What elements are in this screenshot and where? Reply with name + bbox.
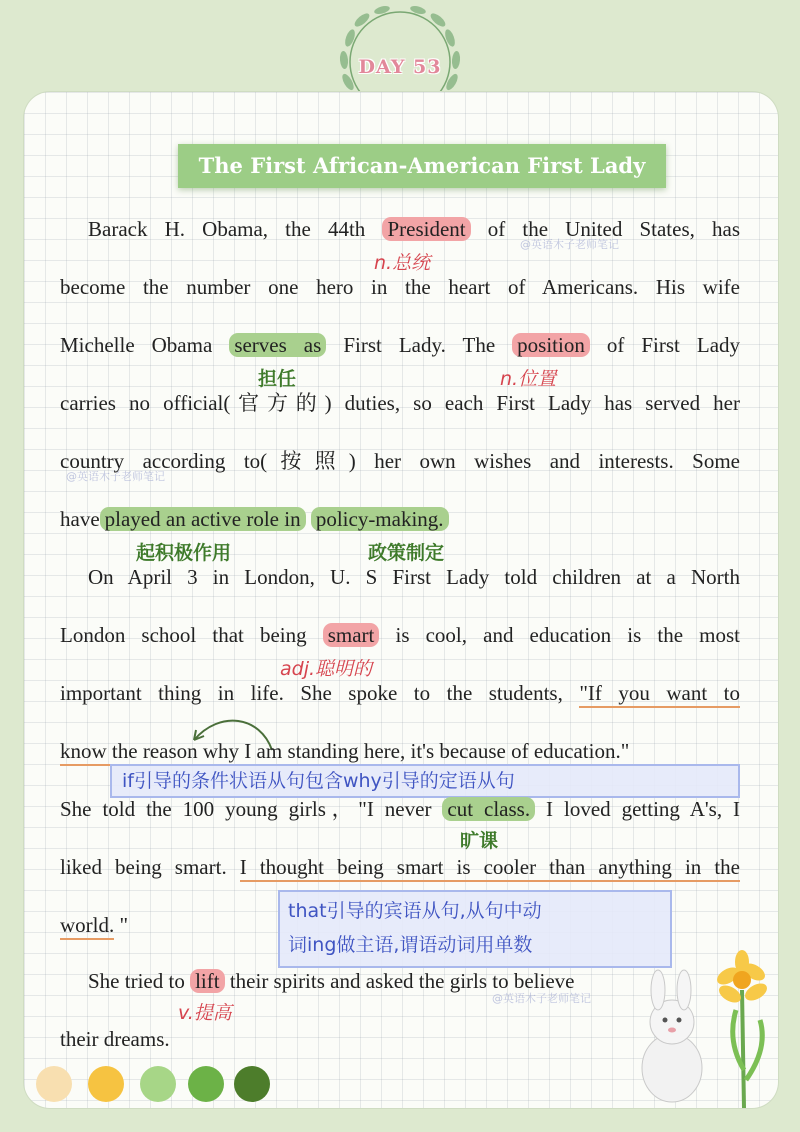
- note-serves-as: 担任: [258, 368, 297, 390]
- highlight-president: President: [382, 217, 470, 241]
- text-segment: Michelle Obama: [60, 333, 213, 357]
- highlight-lift: lift: [190, 969, 225, 993]
- text-segment: She tried to: [88, 969, 185, 993]
- text-segment: London school that being: [60, 623, 307, 647]
- note-lift: v.提高: [178, 1002, 232, 1024]
- text-line: [60, 734, 740, 768]
- note-smart: adj.聪明的: [280, 658, 373, 680]
- text-segment: their spirits and asked the girls to believe: [229, 969, 575, 993]
- annotation-text: 词ing做主语,谓语动词用单数: [288, 934, 533, 956]
- watermark: @英语木子老师笔记: [520, 238, 619, 251]
- highlight-position: position: [512, 333, 590, 357]
- palette-dot: [140, 1066, 176, 1102]
- text-line: [60, 850, 740, 884]
- day-badge: DAY 53: [358, 56, 442, 78]
- note-cut-class: 旷课: [460, 830, 499, 852]
- highlight-serves-as: serves as: [229, 333, 326, 357]
- text-line: [60, 676, 740, 710]
- annotation-text: that引导的宾语从句,从句中动: [288, 900, 542, 922]
- text-segment: liked being smart.: [60, 855, 227, 879]
- text-line: [88, 964, 648, 998]
- watermark: @英语木子老师笔记: [492, 992, 591, 1005]
- text-line: carries no official(官方的) duties, so each First Lady has served her: [60, 391, 740, 415]
- text-segment: I loved getting A's, I: [546, 797, 741, 821]
- underlined-quote: know the reason why I am standing here, it's because of education.": [60, 739, 629, 766]
- palette-dot: [188, 1066, 224, 1102]
- text-segment: She told the 100 young girls，"I never: [60, 797, 432, 821]
- text-segment: of First Lady: [606, 333, 741, 357]
- daffodil-bunny-illustration: [632, 950, 782, 1110]
- text-line: country according to(按照) her own wishes and interests. Some: [60, 449, 740, 473]
- text-segment: of the United States, has: [487, 217, 741, 241]
- text-line: their dreams.: [60, 1027, 170, 1051]
- underlined-quote: "If you want to: [579, 681, 740, 708]
- text-segment: is cool, and education is the most: [395, 623, 740, 647]
- note-policy: 政策制定: [368, 542, 445, 564]
- note-president: n.总统: [374, 252, 431, 274]
- text-segment: First Lady. The: [343, 333, 496, 357]
- text-line: [60, 502, 740, 536]
- article-title: The First African-American First Lady: [178, 144, 666, 188]
- note-position: n.位置: [500, 368, 557, 390]
- text-segment: Barack H. Obama, the 44th: [88, 217, 366, 241]
- text-line: [60, 792, 740, 826]
- text-segment: important thing in life. She spoke to the students,: [60, 681, 563, 705]
- note-active-role: 起积极作用: [136, 542, 232, 564]
- watermark: @英语木子老师笔记: [66, 470, 165, 483]
- highlight-policy-making: policy-making.: [311, 507, 449, 531]
- annotation-text: if引导的条件状语从句包含why引导的定语从句: [122, 770, 515, 792]
- text-line: become the number one hero in the heart of Americans. His wife: [60, 275, 740, 299]
- text-line: [88, 212, 740, 246]
- text-line: [60, 328, 740, 362]
- palette-dot: [234, 1066, 270, 1102]
- text-segment: have: [60, 507, 100, 531]
- text-segment: ": [114, 913, 129, 937]
- highlight-cut-class: cut class.: [442, 797, 535, 821]
- underlined-quote: world.: [60, 913, 114, 940]
- highlight-active-role: played an active role in: [100, 507, 306, 531]
- palette-dot: [36, 1066, 72, 1102]
- annotation-box-that-clause: [278, 890, 672, 968]
- text-line: [60, 618, 740, 652]
- highlight-smart: smart: [323, 623, 380, 647]
- palette-dot: [88, 1066, 124, 1102]
- text-line: On April 3 in London, U. S First Lady told children at a North: [88, 565, 740, 589]
- underlined-quote: I thought being smart is cooler than anything in the: [240, 855, 740, 882]
